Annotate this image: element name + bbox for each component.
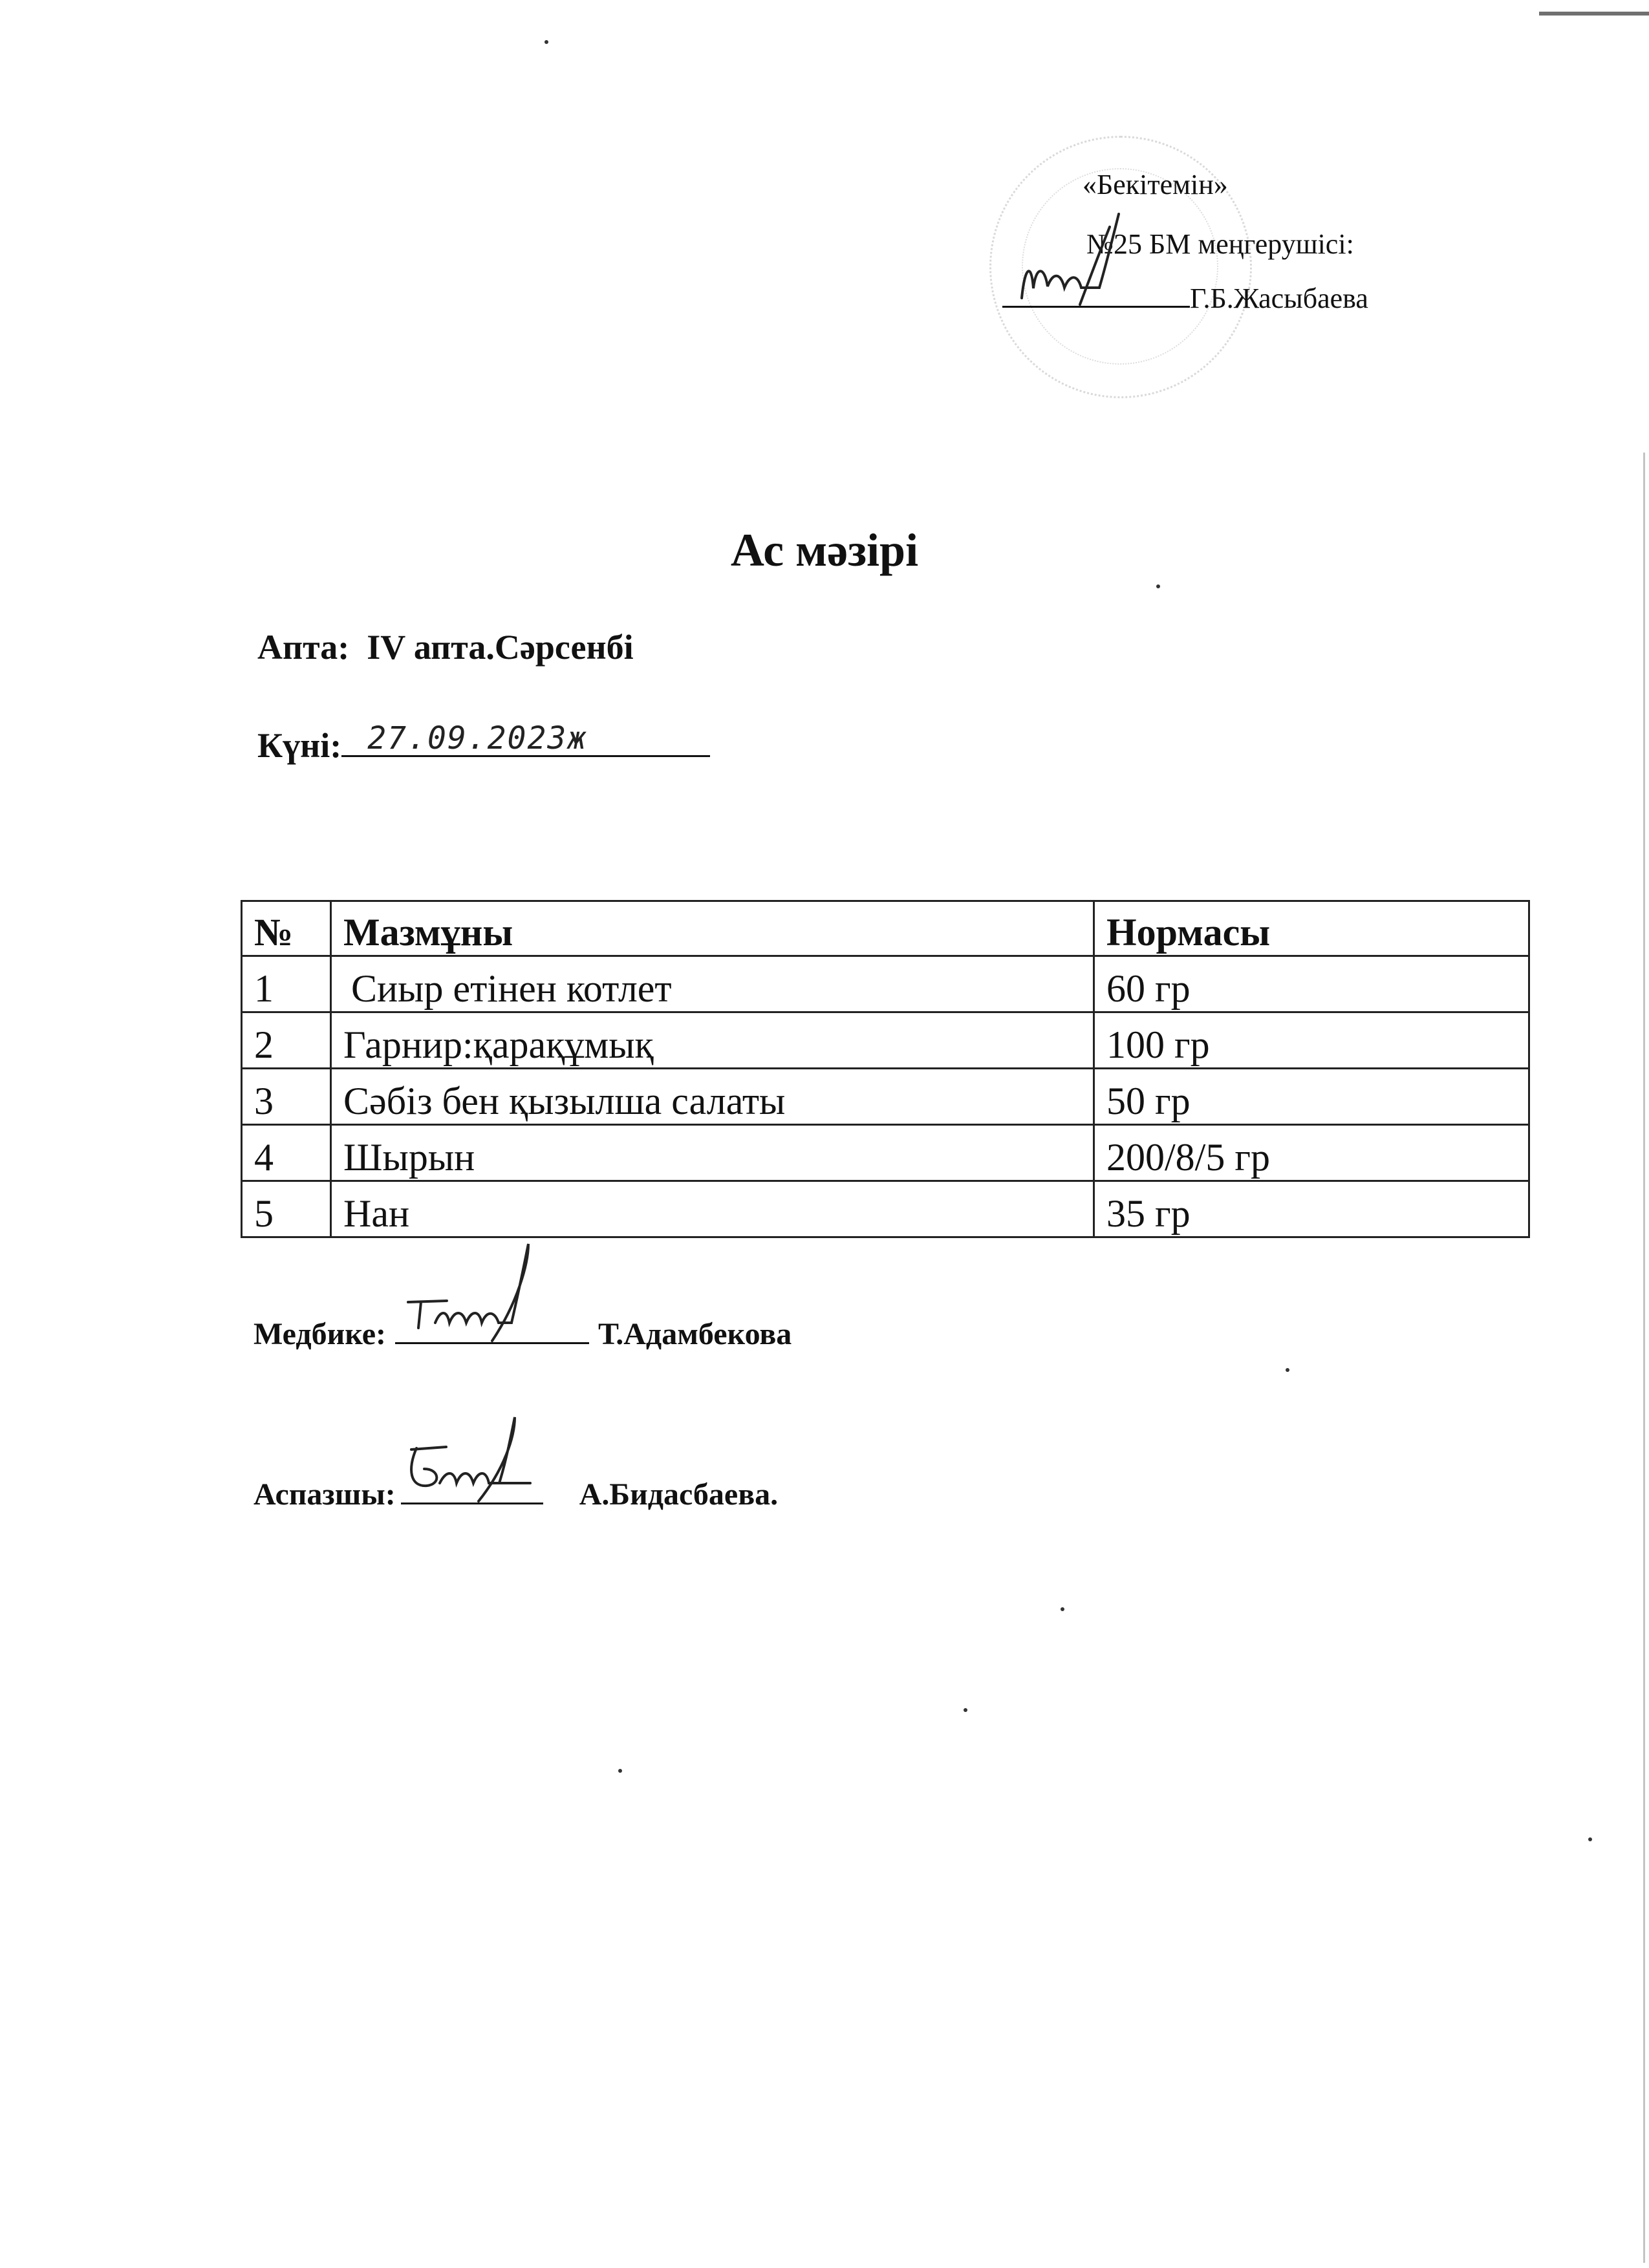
scan-speck <box>1156 584 1160 588</box>
row-norm: 100 гр <box>1094 1012 1529 1069</box>
scan-speck <box>544 40 548 44</box>
day-value: 27.09.2023ж <box>367 720 588 756</box>
approval-signature-line <box>1002 269 1368 328</box>
cook-signature-row <box>253 1473 778 1512</box>
director-signature <box>1002 280 1190 308</box>
approval-heading: «Бекітемін» <box>1083 169 1228 200</box>
row-number: 1 <box>242 956 331 1012</box>
scan-speck <box>1588 1837 1592 1841</box>
nurse-signature-row <box>253 1312 792 1352</box>
row-dish: Гарнир:қарақұмық <box>331 1012 1094 1069</box>
week-line <box>257 627 634 667</box>
row-number: 3 <box>242 1069 331 1125</box>
cook-signature-scribble <box>401 1411 543 1508</box>
director-name: Г.Б.Жасыбаева <box>1190 283 1368 314</box>
day-label: Күні: <box>257 726 342 765</box>
nurse-name: Т.Адамбекова <box>598 1317 792 1351</box>
row-norm: 200/8/5 гр <box>1094 1125 1529 1181</box>
director-signature-scribble <box>1002 227 1190 311</box>
row-dish: Сиыр етінен котлет <box>331 956 1094 1012</box>
row-dish: Нан <box>331 1181 1094 1237</box>
header-number: № <box>242 901 331 956</box>
approval-position: №25 БМ меңгерушісі: <box>1086 228 1354 260</box>
nurse-signature-scribble <box>395 1250 589 1347</box>
header-norm: Нормасы <box>1094 901 1529 956</box>
menu-table <box>241 900 1530 1238</box>
scan-edge-mark <box>1643 453 1645 2263</box>
nurse-signature <box>395 1312 589 1344</box>
row-norm: 60 гр <box>1094 956 1529 1012</box>
scan-speck <box>618 1769 622 1773</box>
cook-signature <box>401 1473 543 1504</box>
table-row <box>242 1181 1529 1237</box>
table-row <box>242 956 1529 1012</box>
row-dish: Шырын <box>331 1125 1094 1181</box>
row-number: 5 <box>242 1181 331 1237</box>
cook-name: А.Бидасбаева. <box>579 1477 779 1512</box>
page-title: Ас мәзірі <box>730 524 919 576</box>
table-row <box>242 1012 1529 1069</box>
row-dish: Сәбіз бен қызылша салаты <box>331 1069 1094 1125</box>
cook-label: Аспазшы: <box>253 1477 396 1512</box>
table-row <box>242 1069 1529 1125</box>
day-fill-line <box>341 718 710 757</box>
week-value: IV апта.Сәрсенбі <box>367 628 634 667</box>
scan-speck <box>1286 1368 1289 1372</box>
table-header-row <box>242 901 1529 956</box>
scan-edge-mark <box>1539 12 1649 16</box>
scan-speck <box>964 1708 967 1712</box>
day-line <box>257 718 710 765</box>
table-row <box>242 1125 1529 1181</box>
row-norm: 35 гр <box>1094 1181 1529 1237</box>
week-label: Апта: <box>257 628 350 667</box>
row-number: 2 <box>242 1012 331 1069</box>
row-norm: 50 гр <box>1094 1069 1529 1125</box>
header-content: Мазмұны <box>331 901 1094 956</box>
scan-speck <box>1061 1607 1064 1611</box>
nurse-label: Медбике: <box>253 1317 387 1351</box>
row-number: 4 <box>242 1125 331 1181</box>
